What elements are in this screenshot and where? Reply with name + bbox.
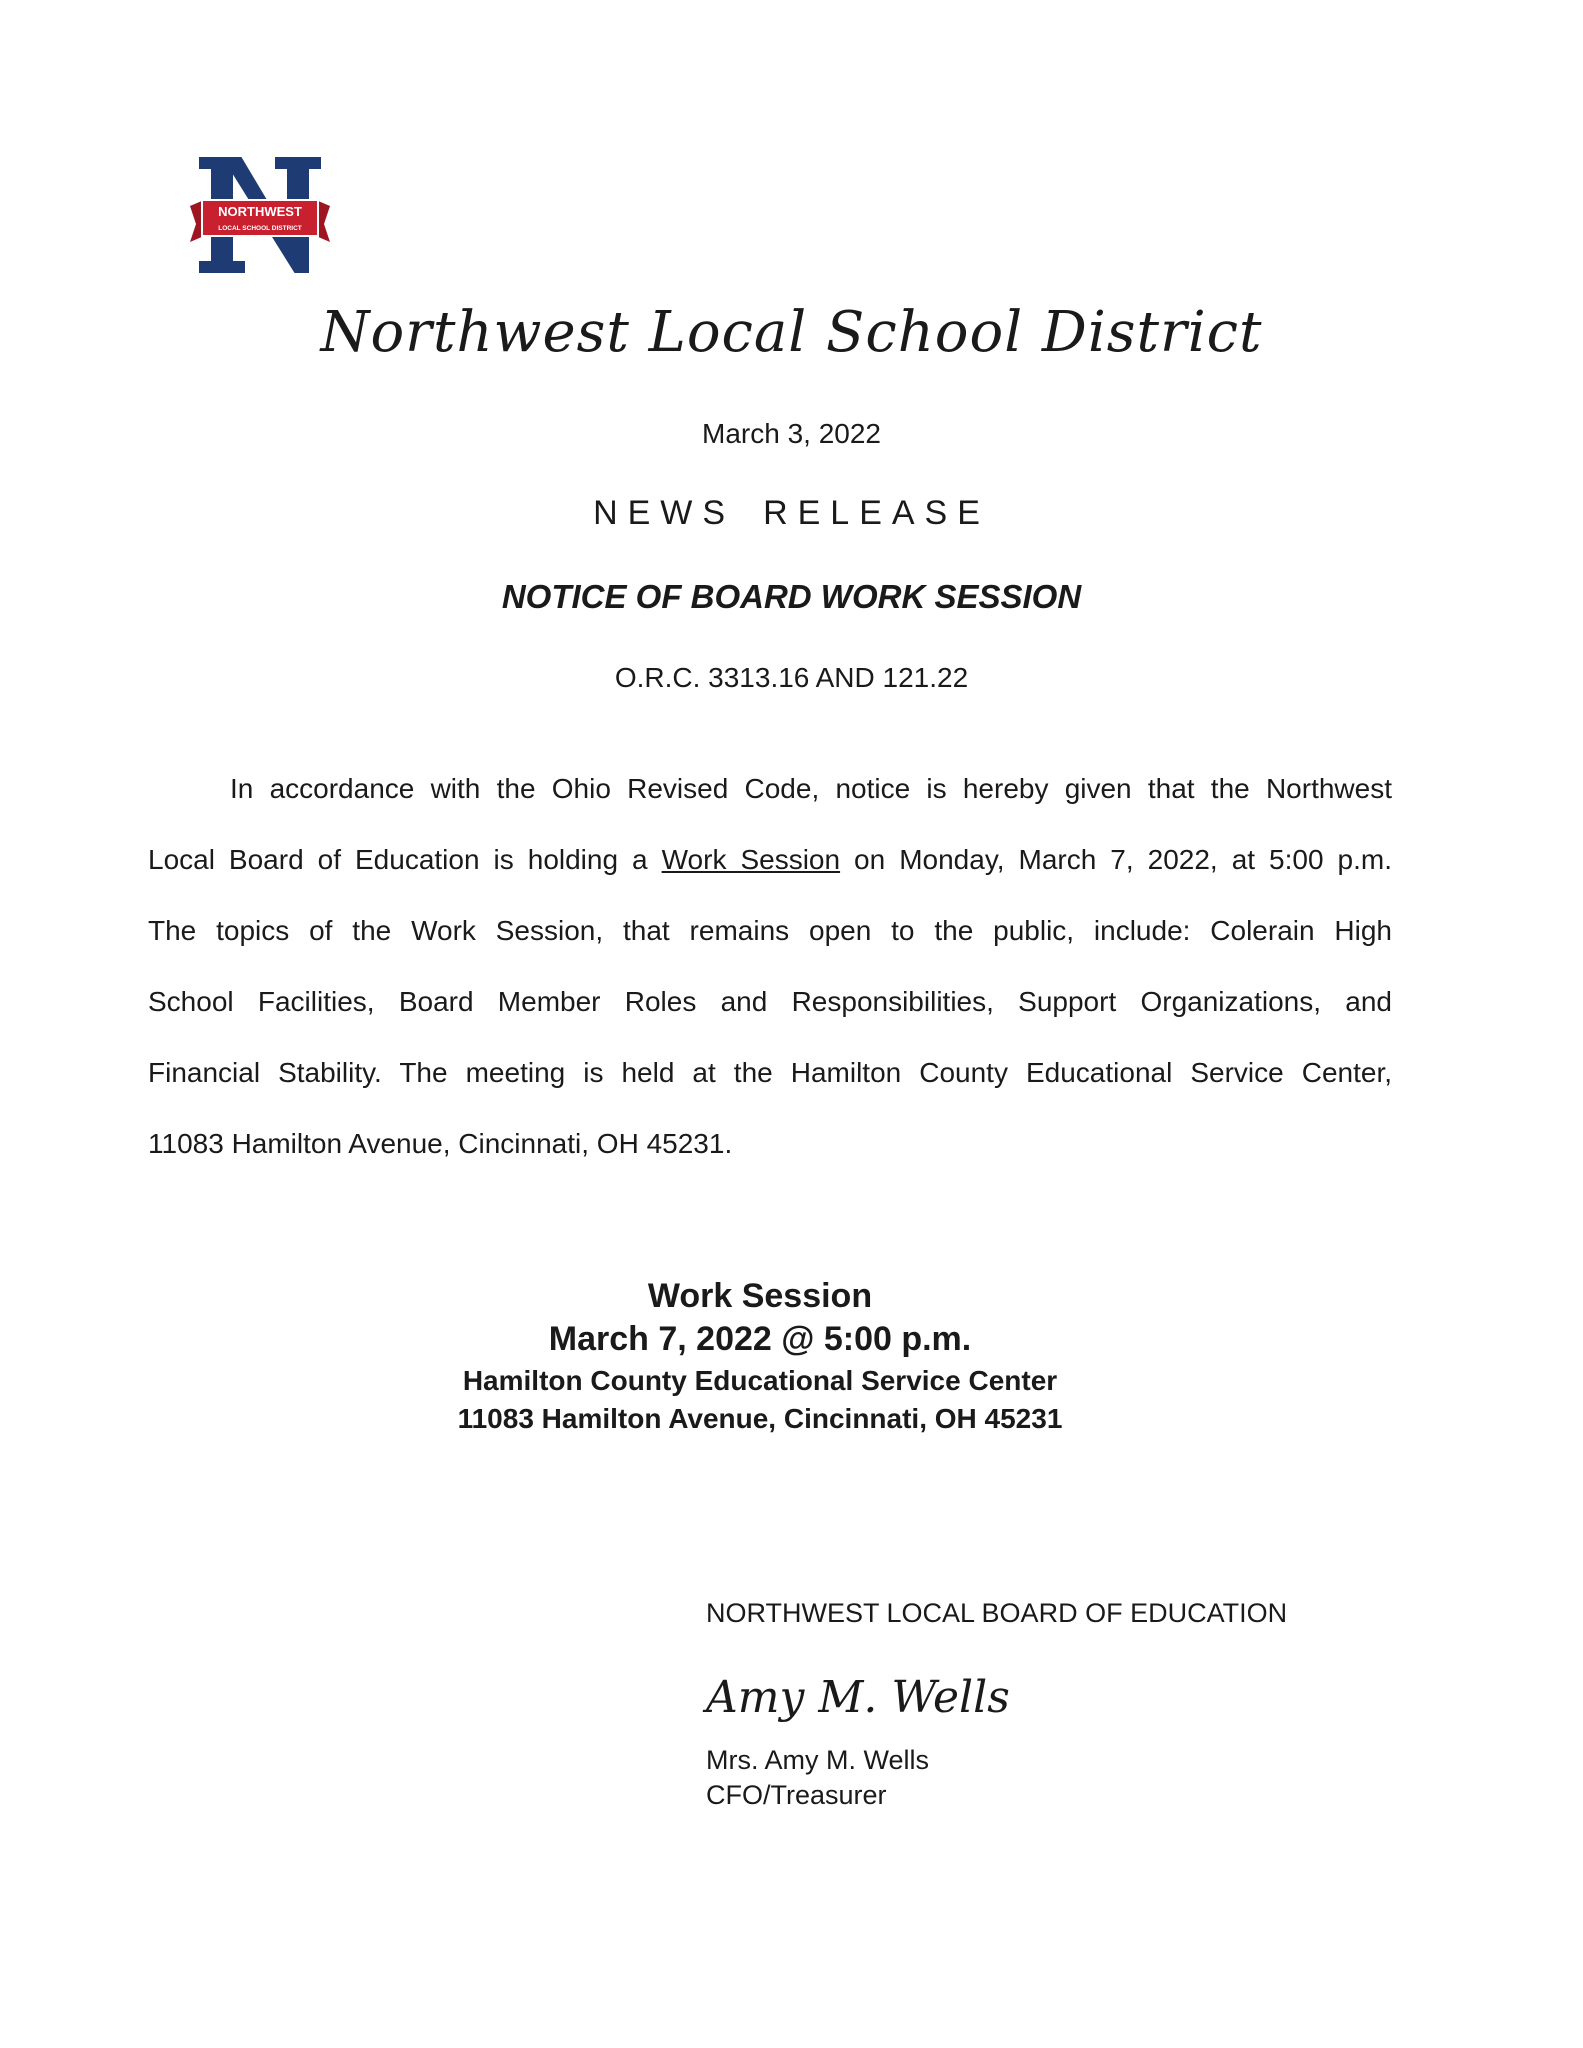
body-line-2-end: on Monday, March 7, 2022, at 5:00 p.m.: [840, 844, 1393, 875]
body-line-2-start: Local Board of Education is holding a: [148, 844, 662, 875]
orc-reference: O.R.C. 3313.16 AND 121.22: [614, 662, 969, 693]
body-line-6: 11083 Hamilton Avenue, Cincinnati, OH 45231.: [148, 1128, 733, 1159]
signatory-name: Mrs. Amy M. Wells: [706, 1745, 930, 1775]
body-line-1: In accordance with the Ohio Revised Code, notice is hereby given that the Northwest: [230, 773, 1392, 804]
notice-title: NOTICE OF BOARD WORK SESSION: [501, 578, 1082, 615]
body-line-3: The topics of the Work Session, that remains open to the public, include: Colerain High: [148, 915, 1392, 946]
release-word: RELEASE: [763, 494, 990, 532]
body-line-2: [148, 844, 1392, 876]
handwritten-signature: Amy M. Wells: [706, 1672, 1010, 1723]
work-session-underlined: Work Session: [661, 844, 841, 875]
release-date: March 3, 2022: [702, 418, 881, 449]
logo-banner-line2: LOCAL SCHOOL DISTRICT: [218, 225, 302, 232]
work-session-location: Hamilton County Educational Service Center: [462, 1365, 1058, 1396]
signatory-title: CFO/Treasurer: [706, 1780, 887, 1810]
district-title: Northwest Local School District: [320, 300, 1263, 365]
news-word: NEWS: [593, 494, 736, 532]
district-logo-graphic: [190, 150, 330, 280]
work-session-title: Work Session: [647, 1277, 873, 1315]
work-session-date: March 7, 2022 @ 5:00 p.m.: [548, 1320, 972, 1358]
body-line-5: Financial Stability. The meeting is held at the Hamilton County Educational Service Center,: [148, 1057, 1392, 1088]
board-name: NORTHWEST LOCAL BOARD OF EDUCATION: [706, 1598, 1288, 1628]
body-line-4: School Facilities, Board Member Roles and Responsibilities, Support Organizations, and: [148, 986, 1392, 1017]
work-session-address: 11083 Hamilton Avenue, Cincinnati, OH 45231: [457, 1403, 1063, 1434]
news-release-heading: [0, 494, 1583, 533]
logo-banner-line1: NORTHWEST: [218, 204, 302, 219]
district-logo: [190, 150, 330, 280]
